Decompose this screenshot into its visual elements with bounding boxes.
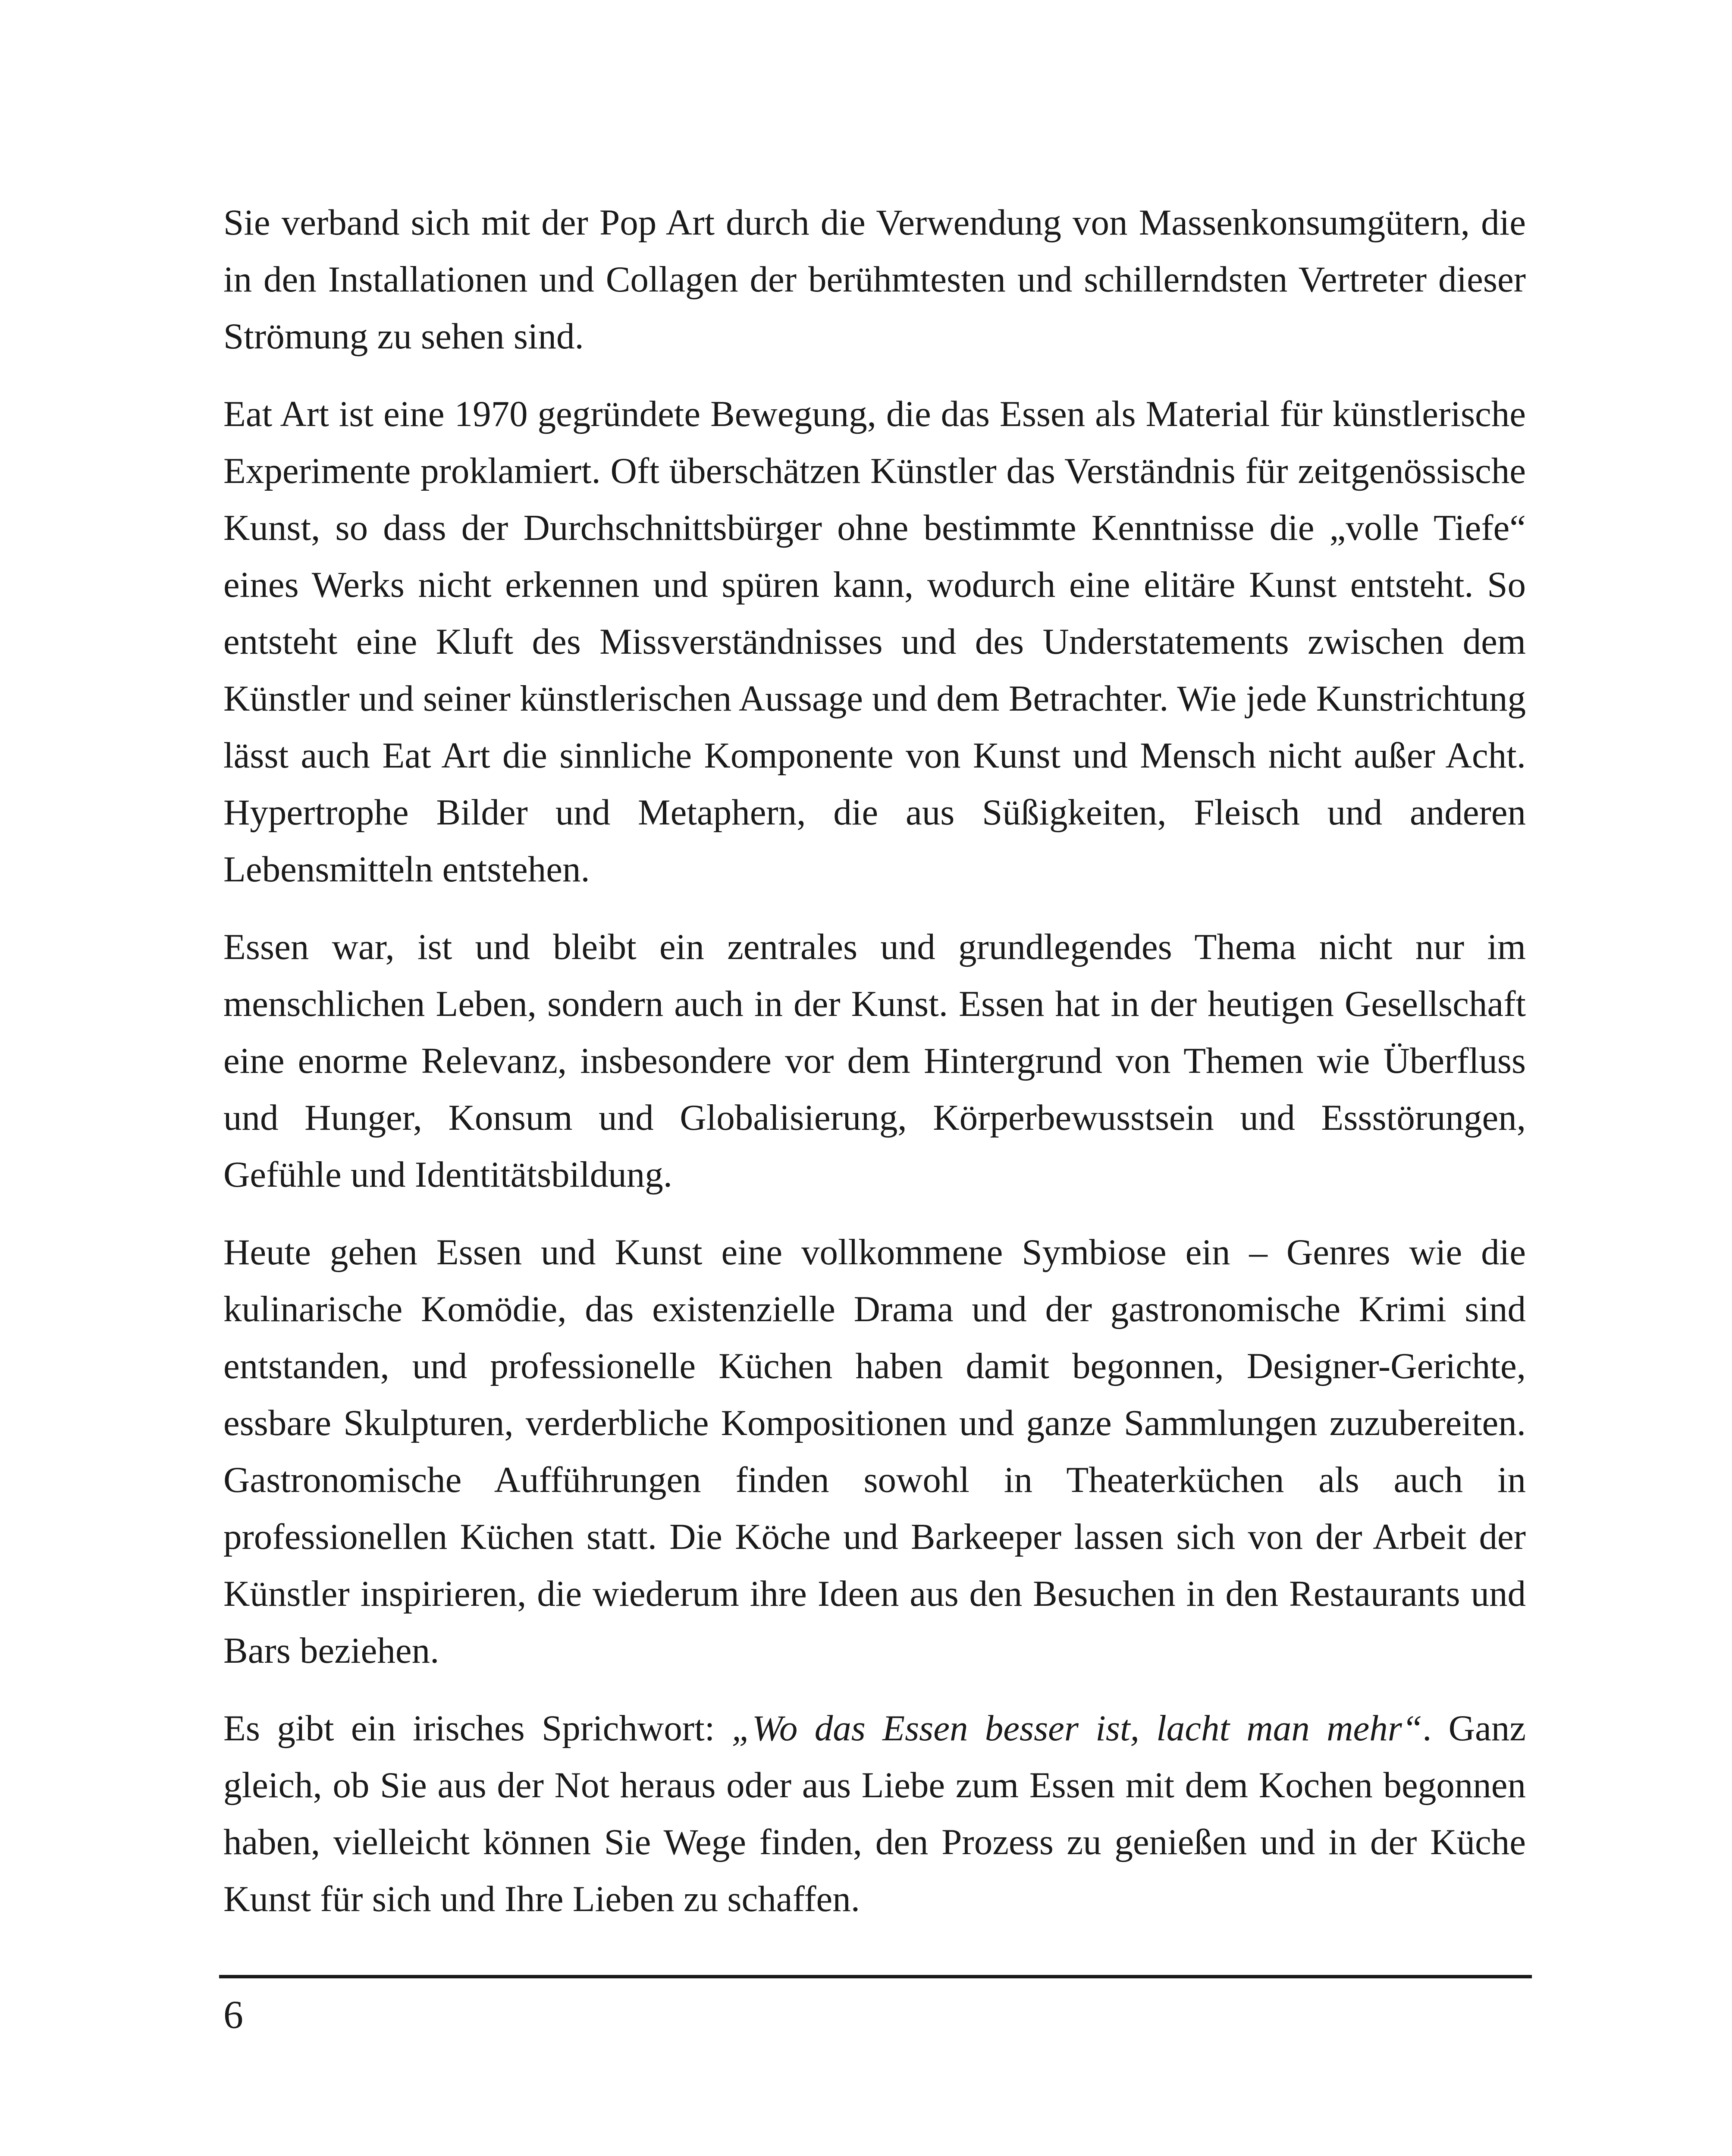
paragraph-sprichwort (223, 1700, 1526, 1927)
body-text (223, 194, 1526, 1948)
sprichwort-quote: „Wo das Essen besser ist, lacht man mehr“ (731, 1708, 1423, 1749)
footer-rule (219, 1975, 1532, 1978)
paragraph-pop-art: Sie verband sich mit der Pop Art durch die Verwendung von Massenkonsumgütern, die in den Installationen und Collagen der berühmtesten und schillerndsten Vertreter dieser Strömung zu sehen sind. (223, 202, 1526, 357)
paragraph-eat-art: Eat Art ist eine 1970 gegründete Bewegung, die das Essen als Material für künstlerische Experimente proklamiert. Oft überschätzen Künstler das Verständnis für zeitgenössische Kunst, so dass der Durchschnittsbürger ohne bestimmte Kenntnisse die „volle Tiefe“ eines Werks nicht erkennen und spüren kann, wodurch eine elitäre Kunst entsteht. So entsteht eine Kluft des Missverständnisses und des Understatements zwischen dem Künstler und seiner künstlerischen Aussage und dem Betrachter. Wie jede Kunstrichtung lässt auch Eat Art die sinnliche Komponente von Kunst und Mensch nicht außer Acht. Hypertrophe Bilder und Metaphern, die aus Süßigkeiten, Fleisch und anderen Lebensmitteln entstehen. (223, 394, 1526, 890)
sprichwort-tail: . Ganz gleich, ob Sie aus der Not heraus oder aus Liebe zum Essen mit dem Kochen begonnen haben, vielleicht können Sie Wege finden, den Prozess zu genießen und in der Küche Kunst für sich und Ihre Lieben zu schaffen. (223, 1708, 1526, 1919)
paragraph-essen-thema: Essen war, ist und bleibt ein zentrales und grundlegendes Thema nicht nur im menschlichen Leben, sondern auch in der Kunst. Essen hat in der heutigen Gesellschaft eine enorme Relevanz, insbesondere vor dem Hintergrund von Themen wie Überfluss und Hunger, Konsum und Globalisierung, Körperbewusstsein und Essstörungen, Gefühle und Identitätsbildung. (223, 927, 1526, 1195)
sprichwort-lead: Es gibt ein irisches Sprichwort: (223, 1708, 732, 1749)
paragraph-symbiose: Heute gehen Essen und Kunst eine vollkommene Symbiose ein – Genres wie die kulinarische Komödie, das existenzielle Drama und der gastronomische Krimi sind entstanden, und professionelle Küchen haben damit begonnen, Designer-Gerichte, essbare Skulpturen, verderbliche Kompositionen und ganze Sammlungen zuzubereiten. Gastronomische Aufführungen finden sowohl in Theaterküchen als auch in professionellen Küchen statt. Die Köche und Barkeeper lassen sich von der Arbeit der Künstler inspirieren, die wiederum ihre Ideen aus den Besuchen in den Restaurants und Bars beziehen. (223, 1232, 1526, 1671)
page-number: 6 (223, 1993, 243, 2037)
